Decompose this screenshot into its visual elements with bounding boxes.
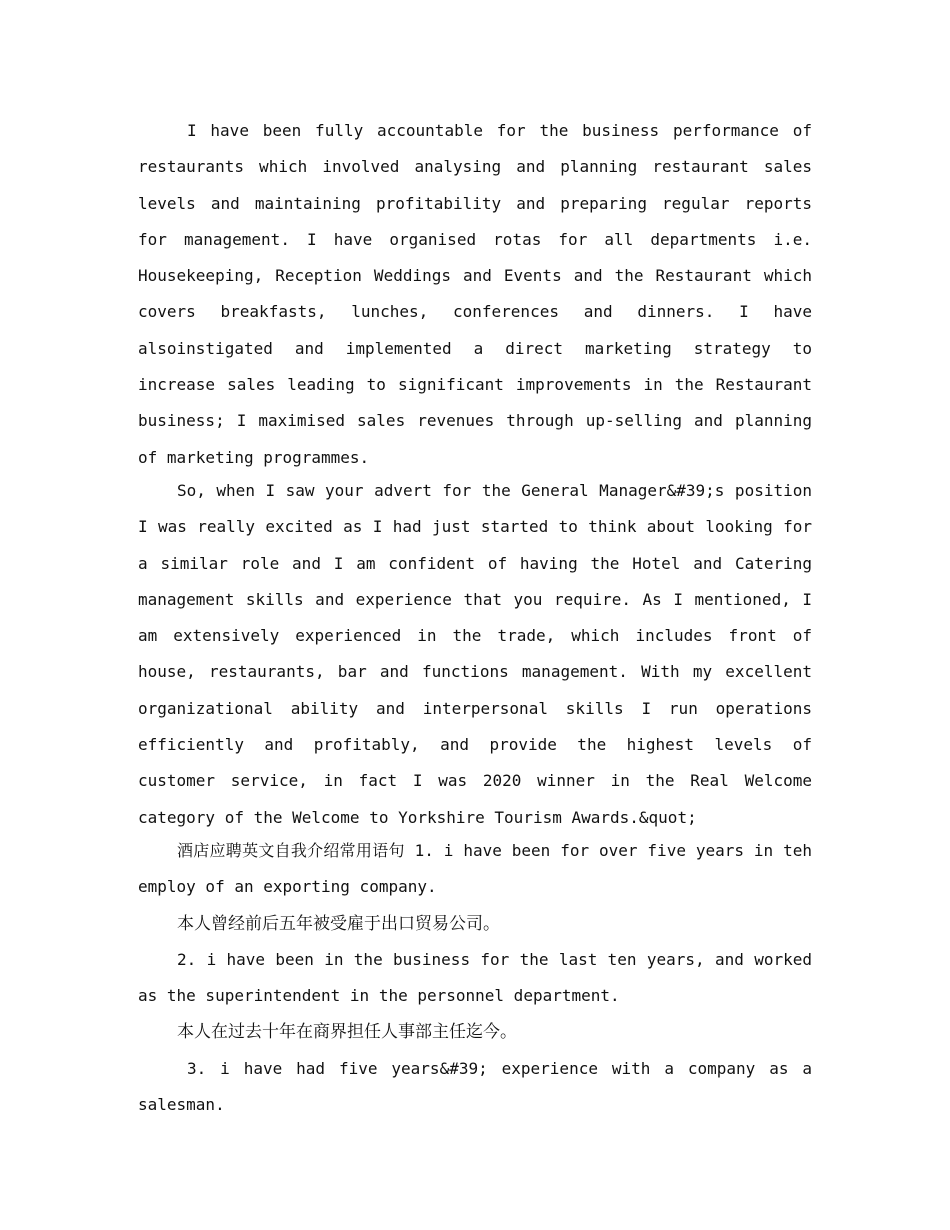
paragraph-translation-2: 本人在过去十年在商界担任人事部主任迄今。 bbox=[177, 1022, 517, 1043]
document-body bbox=[138, 113, 812, 1123]
paragraph-phrase-2: 2. i have been in the business for the last ten years, and worked as the superintendent in the personnel department. bbox=[138, 949, 812, 1006]
paragraph-accountability: I have been fully accountable for the business performance of restaurants which involved analysing and planning restaurant sales levels and maintaining profitability and preparing regular reports for management. I have organised rotas for all departments i.e. Housekeeping, Reception Weddings and Events and the Restaurant which covers breakfasts, lunches, conferences and dinners. I have alsoinstigated and implemented a direct marketing strategy to increase sales leading to significant improvements in the Restaurant business; I maximised sales revenues through up-selling and planning of marketing programmes. bbox=[138, 121, 812, 467]
paragraph-phrases-intro: 酒店应聘英文自我介绍常用语句 1. i have been for over five years in teh employ of an exporting company. bbox=[138, 840, 812, 897]
paragraph-translation-1: 本人曾经前后五年被受雇于出口贸易公司。 bbox=[177, 913, 500, 934]
paragraph-phrase-3: 3. i have had five years&#39; experience with a company as a salesman. bbox=[138, 1058, 812, 1115]
paragraph-advert-response: So, when I saw your advert for the General Manager&#39;s position I was really excited as I had just started to think about looking for a similar role and I am confident of having the Hotel and Catering management skills and experience that you require. As I mentioned, I am extensively experienced in the trade, which includes front of house, restaurants, bar and functions management. With my excellent organizational ability and interpersonal skills I run operations efficiently and profitably, and provide the highest levels of customer service, in fact I was 2020 winner in the Real Welcome category of the Welcome to Yorkshire Tourism Awards.&quot; bbox=[138, 480, 812, 827]
